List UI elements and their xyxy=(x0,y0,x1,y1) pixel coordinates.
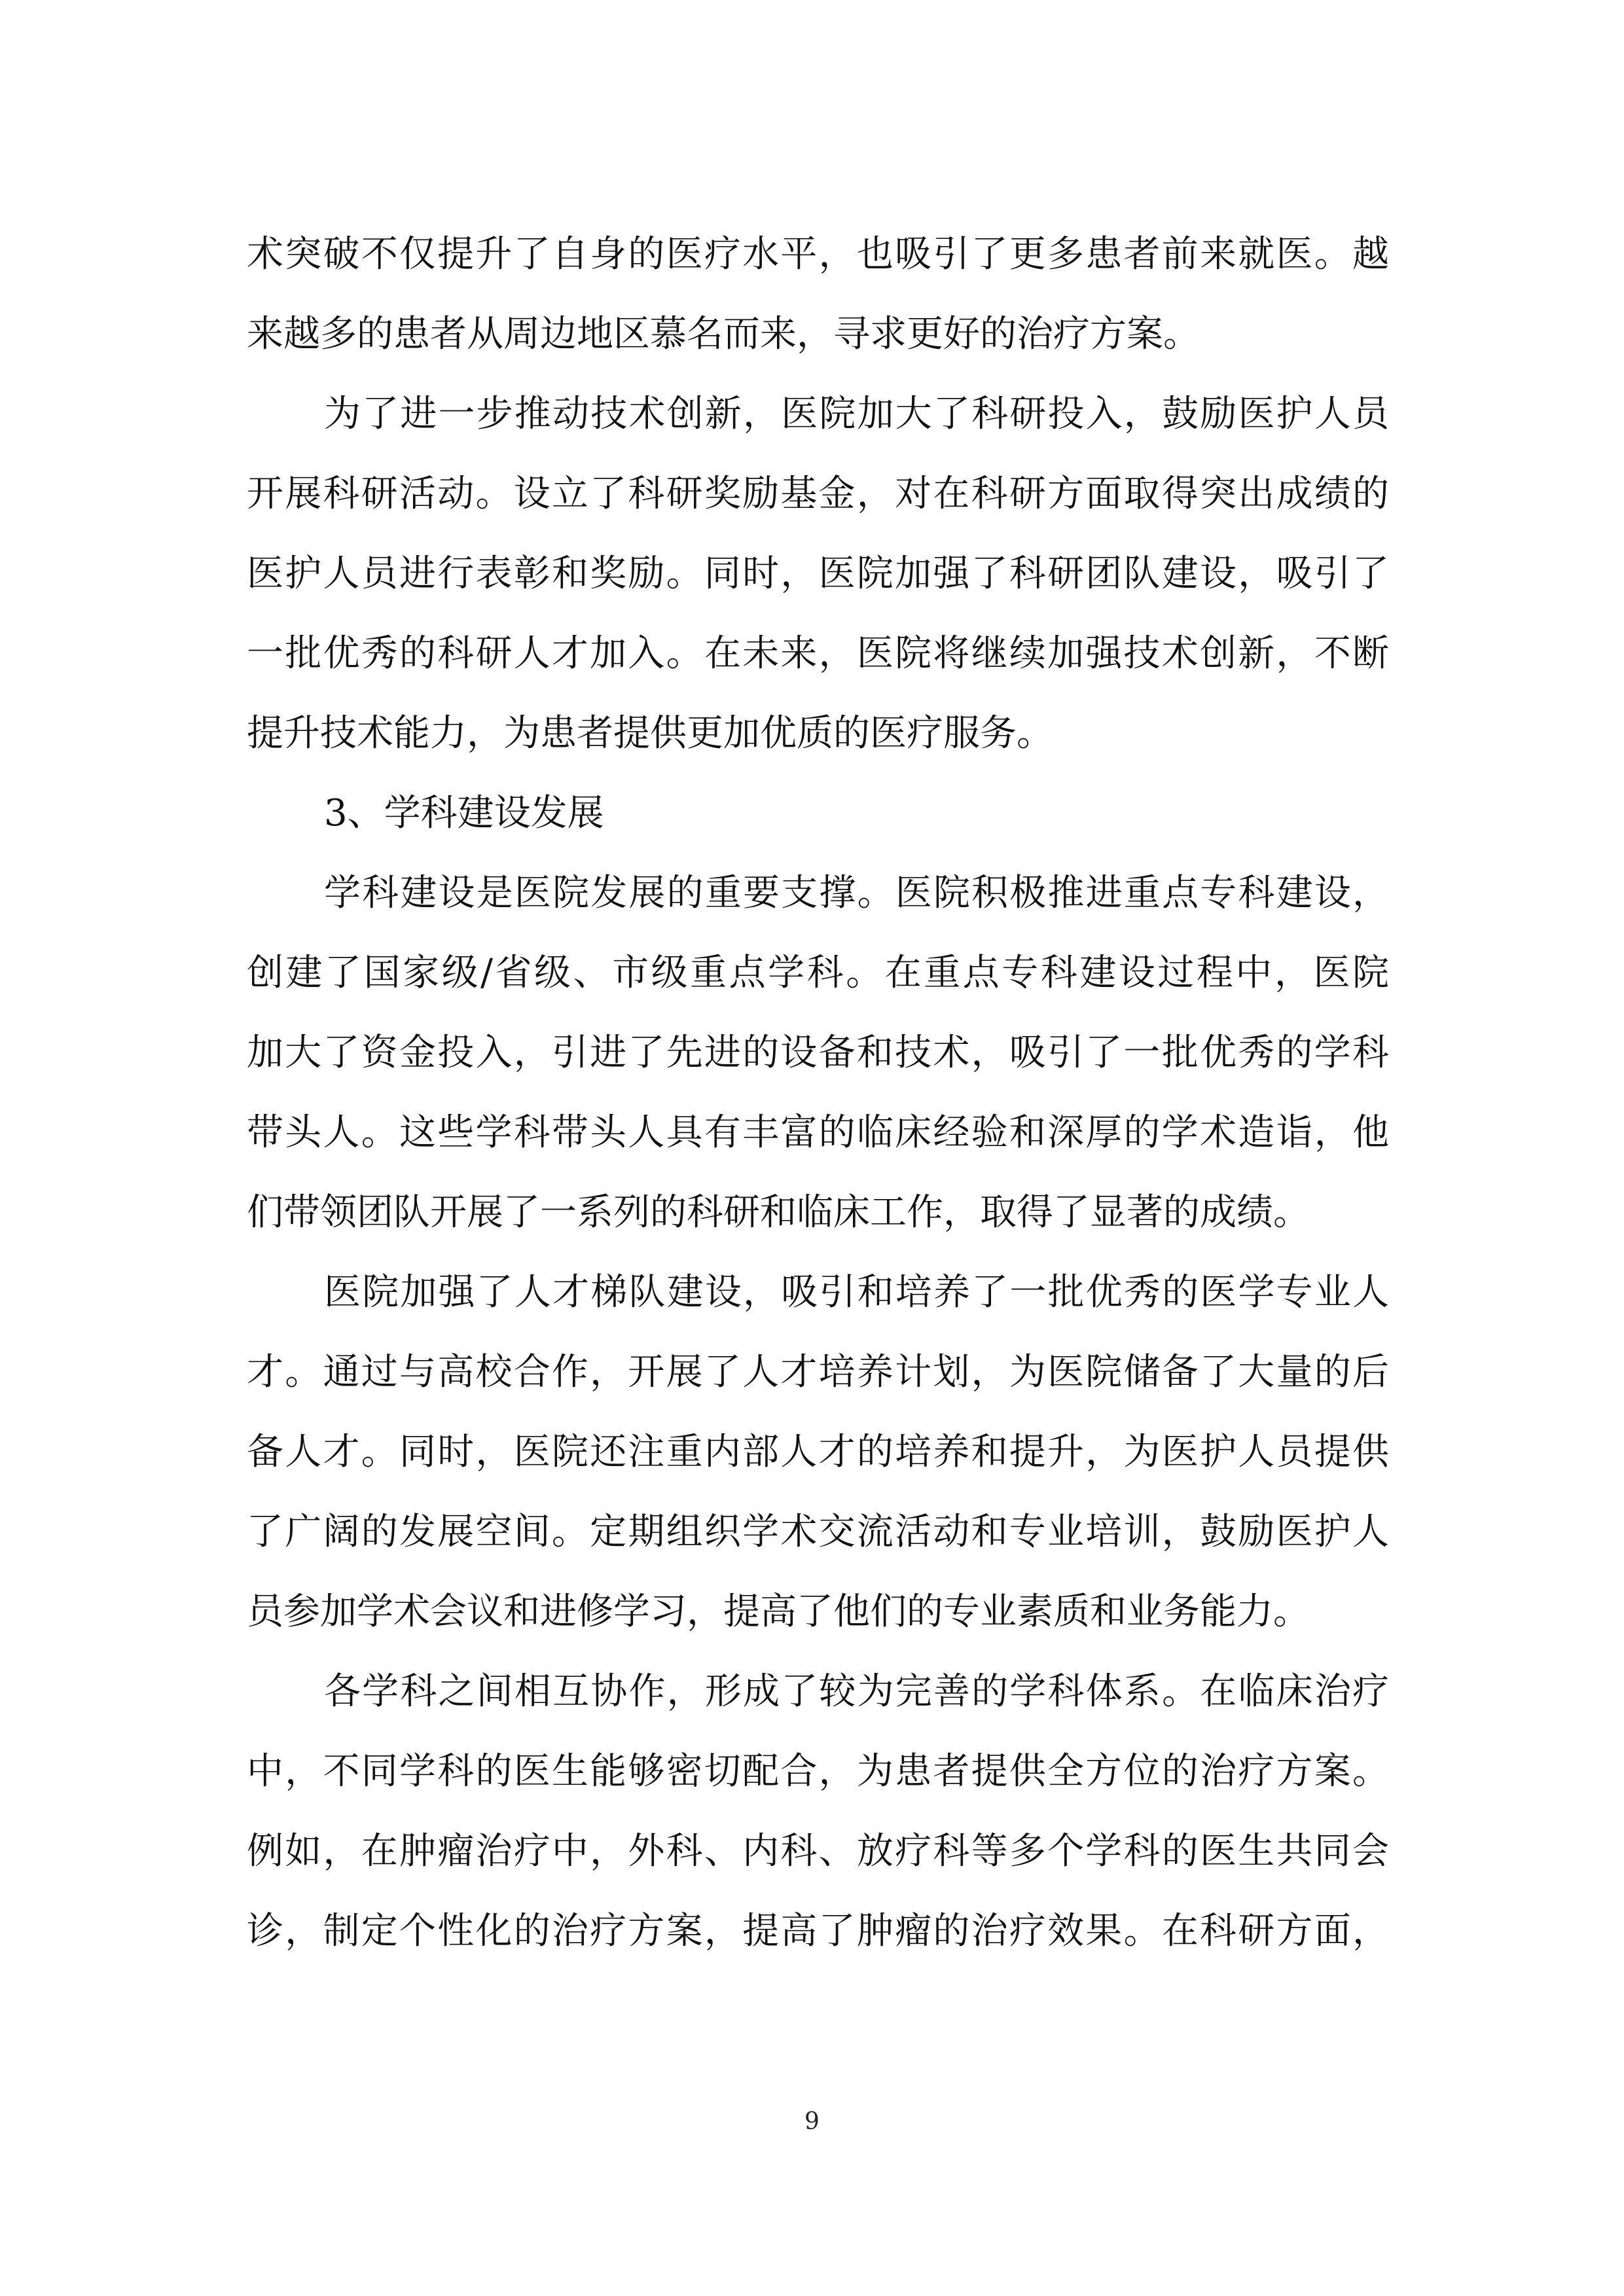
text-line: 来越多的患者从周边地区慕名而来，寻求更好的治疗方案。 xyxy=(247,313,1200,355)
page-number: 9 xyxy=(804,2108,820,2135)
text-line: 医护人员进行表彰和奖励。同时，医院加强了科研团队建设，吸引了 xyxy=(247,552,1389,595)
section-heading: 3、学科建设发展 xyxy=(324,792,604,834)
text-line: 了广阔的发展空间。定期组织学术交流活动和专业培训，鼓励医护人 xyxy=(247,1511,1389,1553)
text-line: 创建了国家级/省级、市级重点学科。在重点专科建设过程中，医院 xyxy=(247,952,1389,994)
text-line: 带头人。这些学科带头人具有丰富的临床经验和深厚的学术造诣，他 xyxy=(247,1111,1389,1154)
text-line: 医院加强了人才梯队建设，吸引和培养了一批优秀的医学专业人 xyxy=(324,1271,1389,1314)
text-line: 为了进一步推动技术创新，医院加大了科研投入，鼓励医护人员 xyxy=(324,393,1389,435)
text-line: 开展科研活动。设立了科研奖励基金，对在科研方面取得突出成绩的 xyxy=(247,473,1389,515)
text-line: 一批优秀的科研人才加入。在未来，医院将继续加强技术创新，不断 xyxy=(247,632,1389,675)
text-line: 备人才。同时，医院还注重内部人才的培养和提升，为医护人员提供 xyxy=(247,1431,1389,1473)
text-line: 各学科之间相互协作，形成了较为完善的学科体系。在临床治疗 xyxy=(324,1670,1389,1713)
text-line: 术突破不仅提升了自身的医疗水平，也吸引了更多患者前来就医。越 xyxy=(247,233,1389,276)
text-line: 员参加学术会议和进修学习，提高了他们的专业素质和业务能力。 xyxy=(247,1590,1310,1633)
text-line: 学科建设是医院发展的重要支撑。医院积极推进重点专科建设， xyxy=(324,872,1389,914)
text-line: 加大了资金投入，引进了先进的设备和技术，吸引了一批优秀的学科 xyxy=(247,1031,1389,1074)
text-line: 诊，制定个性化的治疗方案，提高了肿瘤的治疗效果。在科研方面， xyxy=(247,1910,1389,1952)
text-line: 中，不同学科的医生能够密切配合，为患者提供全方位的治疗方案。 xyxy=(247,1750,1389,1793)
text-line: 们带领团队开展了一系列的科研和临床工作，取得了显著的成绩。 xyxy=(247,1191,1310,1234)
text-line: 提升技术能力，为患者提供更加优质的医疗服务。 xyxy=(247,712,1053,755)
text-line: 例如，在肿瘤治疗中，外科、内科、放疗科等多个学科的医生共同会 xyxy=(247,1830,1389,1873)
document-body xyxy=(247,215,1389,1971)
text-line: 才。通过与高校合作，开展了人才培养计划，为医院储备了大量的后 xyxy=(247,1351,1389,1393)
